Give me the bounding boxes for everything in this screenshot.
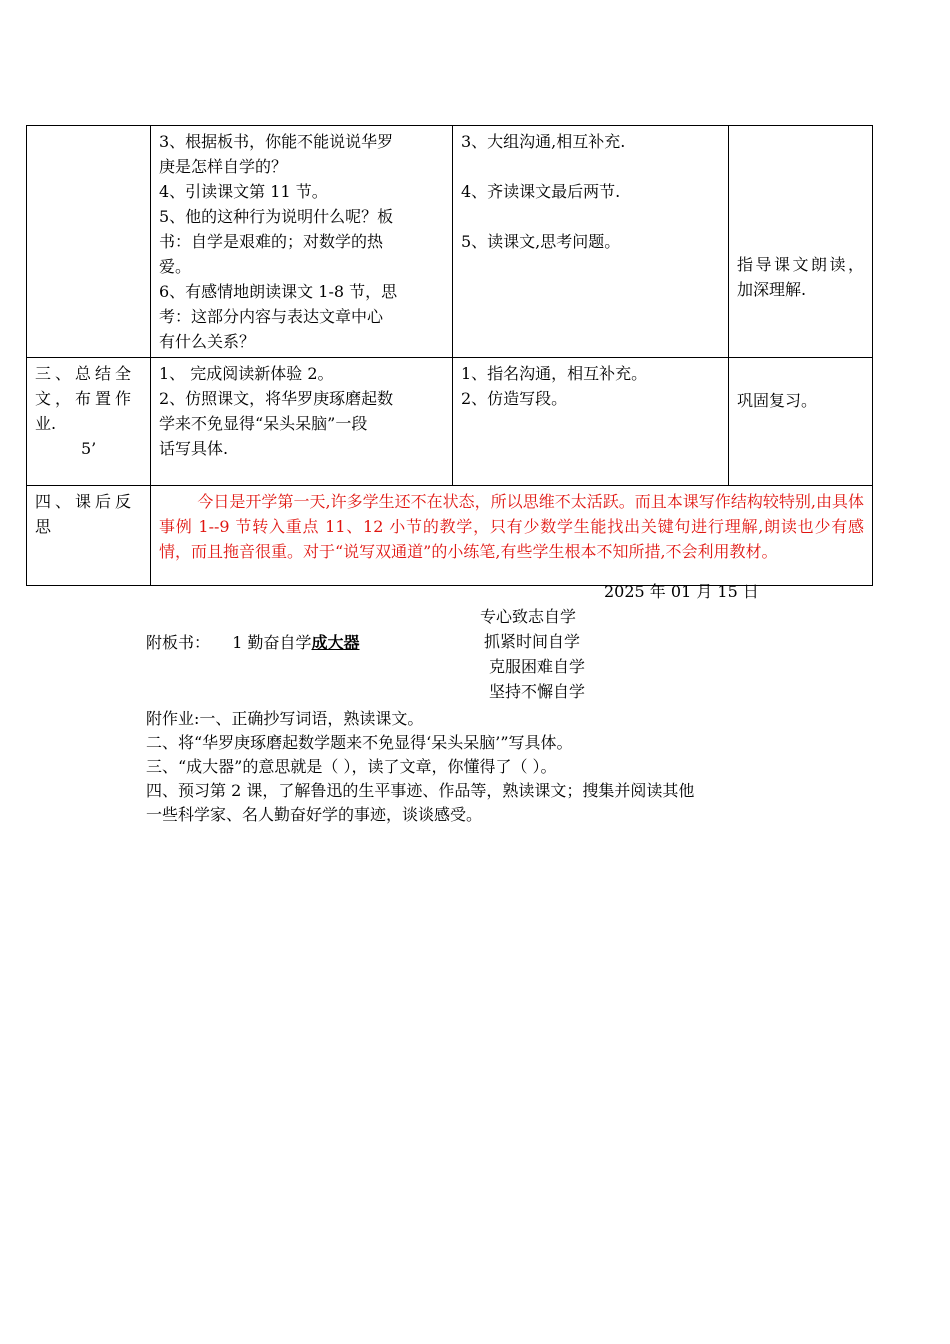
student-line: 1、指名沟通，相互补充。	[461, 364, 648, 383]
stage-line: 5’	[81, 439, 97, 458]
student-line: 2、仿造写段。	[461, 389, 568, 408]
board-writing-title	[146, 631, 360, 655]
student-line: 3、大组沟通,相互补充.	[461, 132, 626, 151]
reflection-label-line: 思	[35, 517, 52, 536]
teacher-line: 6、有感情地朗读课文 1-8 节，思	[159, 282, 398, 301]
student-line: 4、齐读课文最后两节.	[461, 182, 621, 201]
homework-line: 附作业:一、正确抄写词语，熟读课文。	[146, 709, 424, 728]
homework-line: 三、“成大器”的意思就是（ ），读了文章，你懂得了（ ）。	[146, 757, 557, 776]
homework-line: 一些科学家、名人勤奋好学的事迹，谈谈感受。	[146, 805, 483, 824]
stage-line: 文，布置作	[35, 389, 136, 408]
student-line: 5、读课文,思考问题。	[461, 232, 621, 251]
stage-cell	[27, 126, 151, 358]
board-topic	[232, 633, 359, 652]
design-intent-text: 巩固复习。	[737, 391, 818, 410]
board-label: 附板书：	[146, 633, 211, 652]
teacher-activity-cell	[151, 358, 453, 486]
teacher-line: 2、仿照课文，将华罗庚琢磨起数	[159, 389, 394, 408]
teacher-line: 5、他的这种行为说明什么呢？板	[159, 207, 394, 226]
teacher-line: 庚是怎样自学的？	[159, 157, 288, 176]
lesson-date: 2025 年 01 月 15 日	[604, 582, 759, 601]
reflection-text-cell	[151, 486, 873, 586]
homework-line: 四、预习第 2 课，了解鲁迅的生平事迹、作品等，熟读课文；搜集并阅读其他	[146, 781, 695, 800]
teacher-line: 话写具体.	[159, 439, 229, 458]
design-intent-cell	[729, 126, 873, 358]
teacher-line: 有什么关系？	[159, 332, 256, 351]
stage-line: 三、总结全	[35, 364, 136, 383]
reflection-label-line: 四、课后反	[35, 492, 136, 511]
reflection-text: 今日是开学第一天,许多学生还不在状态，所以思维不太活跃。而且本课写作结构较特别,由具体事例 1--9 节转入重点 11、12 小节的教学，只有少数学生能找出关键句进行理解,朗读也少有感情，而且拖音很重。对于“说写双通道”的小练笔,有些学生根本不知所措,不会利用教材。	[159, 492, 864, 561]
teacher-line: 1、 完成阅读新体验 2。	[159, 364, 334, 383]
homework-line: 二、将“华罗庚琢磨起数学题来不免显得‘呆头呆脑’”写具体。	[146, 733, 573, 752]
board-item: 专心致志自学	[480, 607, 577, 626]
table-row	[27, 126, 873, 358]
board-item: 克服困难自学	[489, 657, 586, 676]
teacher-line: 考：这部分内容与表达文章中心	[159, 307, 384, 326]
lesson-plan-table	[26, 125, 873, 586]
stage-line: 业.	[35, 414, 57, 433]
board-topic-prefix: 1 勤奋自学	[232, 633, 312, 652]
board-item: 坚持不懈自学	[489, 682, 586, 701]
teacher-line: 学来不免显得“呆头呆脑”一段	[159, 414, 368, 433]
design-intent-text: 指导课文朗读，加深理解.	[737, 255, 864, 299]
teacher-line: 4、引读课文第 11 节。	[159, 182, 328, 201]
table-row	[27, 358, 873, 486]
teacher-activity-cell	[151, 126, 453, 358]
teacher-line: 爱。	[159, 257, 192, 276]
board-item: 抓紧时间自学	[484, 632, 581, 651]
design-intent-cell	[729, 358, 873, 486]
stage-cell	[27, 358, 151, 486]
student-activity-cell	[453, 358, 729, 486]
teacher-line: 书：自学是艰难的；对数学的热	[159, 232, 384, 251]
table-row	[27, 486, 873, 586]
teacher-line: 3、根据板书，你能不能说说华罗	[159, 132, 394, 151]
reflection-label-cell	[27, 486, 151, 586]
board-topic-emphasis: 成大器	[311, 633, 360, 652]
student-activity-cell	[453, 126, 729, 358]
